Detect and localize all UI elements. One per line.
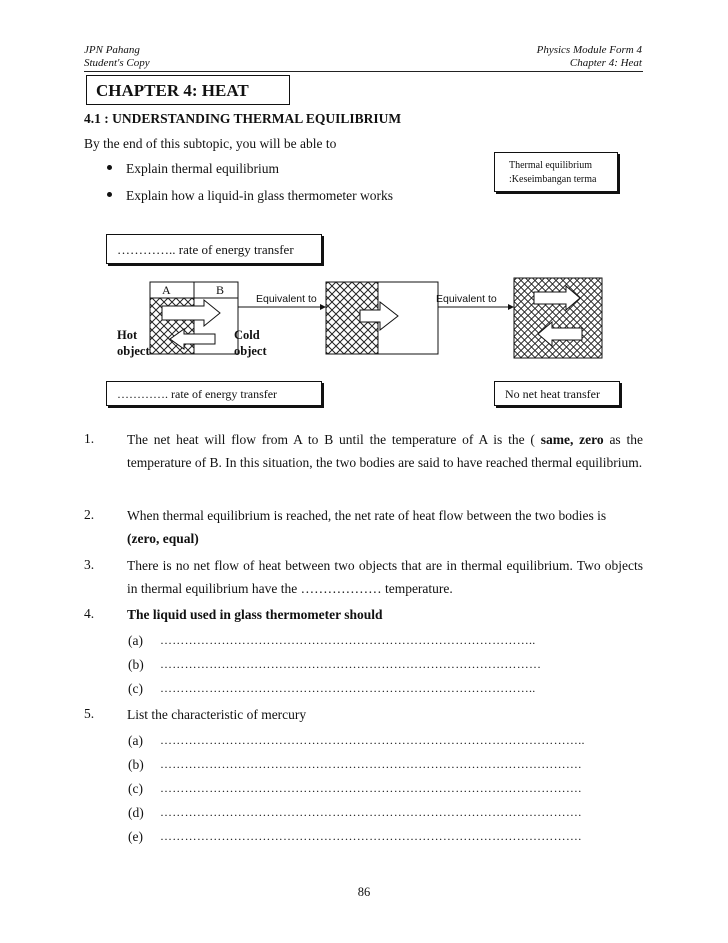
answer-line: …………………………………………………………………………………………. bbox=[160, 781, 582, 795]
header-module: Physics Module Form 4 bbox=[536, 44, 642, 56]
question-number: 1. bbox=[84, 431, 95, 446]
answer-line: ……………………………………………………………………………….. bbox=[160, 633, 536, 647]
answer-line: …………………………………………………………………………………………. bbox=[160, 829, 582, 843]
answer-label: (c) bbox=[128, 681, 143, 696]
bullet-icon bbox=[107, 165, 112, 170]
question-number: 5. bbox=[84, 706, 95, 721]
objective-item: Explain how a liquid-in glass thermometer works bbox=[107, 188, 393, 204]
answer-label: (a) bbox=[128, 633, 143, 648]
question-1-text: The net heat will flow from A to B until the temperature of A is the ( same, zero as the temperature of B. In this situation, the two bodies are said to have reached thermal equilibrium. bbox=[127, 432, 643, 470]
answer-line: …………………………………………………………………………………………. bbox=[160, 805, 582, 819]
header-school: JPN Pahang bbox=[84, 44, 140, 56]
header-chapter: Chapter 4: Heat bbox=[569, 57, 642, 69]
answer-label: (b) bbox=[128, 757, 144, 772]
header-copy-type: Student's Copy bbox=[84, 57, 150, 69]
answer-label: (e) bbox=[128, 829, 143, 844]
question-number: 3. bbox=[84, 557, 95, 572]
chapter-title: CHAPTER 4: HEAT bbox=[86, 75, 290, 105]
answer-label: (b) bbox=[128, 657, 144, 672]
question-5-text: List the characteristic of mercury bbox=[127, 707, 307, 722]
header-right bbox=[480, 44, 642, 70]
bullet-icon bbox=[107, 192, 112, 197]
equivalent-label-1: Equivalent to bbox=[256, 293, 317, 305]
label-b: B bbox=[216, 283, 225, 297]
section-title: 4.1 : UNDERSTANDING THERMAL EQUILIBRIUM bbox=[84, 111, 402, 126]
block-middle bbox=[326, 282, 438, 354]
block-equilibrium bbox=[514, 278, 602, 358]
question-4-text: The liquid used in glass thermometer should bbox=[127, 607, 383, 622]
question-number: 2. bbox=[84, 507, 95, 522]
objective-item: Explain thermal equilibrium bbox=[107, 161, 279, 177]
header-left bbox=[84, 44, 150, 70]
answer-line: ……………………………………………………………………………….. bbox=[160, 681, 536, 695]
page-number: 86 bbox=[357, 885, 371, 899]
question-3-text: There is no net flow of heat between two objects that are in thermal equilibrium. Two objects in thermal equilibrium have the ……………… temperature. bbox=[127, 558, 643, 596]
hot-object-label: Hot object bbox=[117, 328, 150, 358]
answer-line: ………………………………………………………………………………… bbox=[160, 657, 542, 671]
question-number: 4. bbox=[84, 606, 95, 621]
no-net-transfer-box: No net heat transfer bbox=[494, 381, 620, 406]
answer-label: (a) bbox=[128, 733, 143, 748]
label-a: A bbox=[162, 283, 171, 297]
rate-box-top: ………….. rate of energy transfer bbox=[106, 234, 322, 264]
answer-label: (c) bbox=[128, 781, 143, 796]
glossary-term: Thermal equilibrium bbox=[509, 160, 593, 171]
header-rule bbox=[84, 71, 643, 72]
glossary-box bbox=[494, 152, 618, 192]
glossary-translation: :Keseimbangan terma bbox=[509, 174, 597, 185]
answer-line: …………………………………………………………………………………………. bbox=[160, 757, 582, 771]
question-2-text: When thermal equilibrium is reached, the net rate of heat flow between the two bodies is (zero, equal) bbox=[127, 508, 607, 546]
rate-box-bottom: …………. rate of energy transfer bbox=[106, 381, 322, 406]
equivalent-label-2: Equivalent to bbox=[436, 293, 497, 305]
answer-label: (d) bbox=[128, 805, 144, 820]
answer-line: ………………………………………………………………………………………….. bbox=[160, 733, 585, 747]
cold-object-label: Cold object bbox=[234, 328, 267, 358]
intro-text: By the end of this subtopic, you will be able to bbox=[84, 136, 337, 151]
